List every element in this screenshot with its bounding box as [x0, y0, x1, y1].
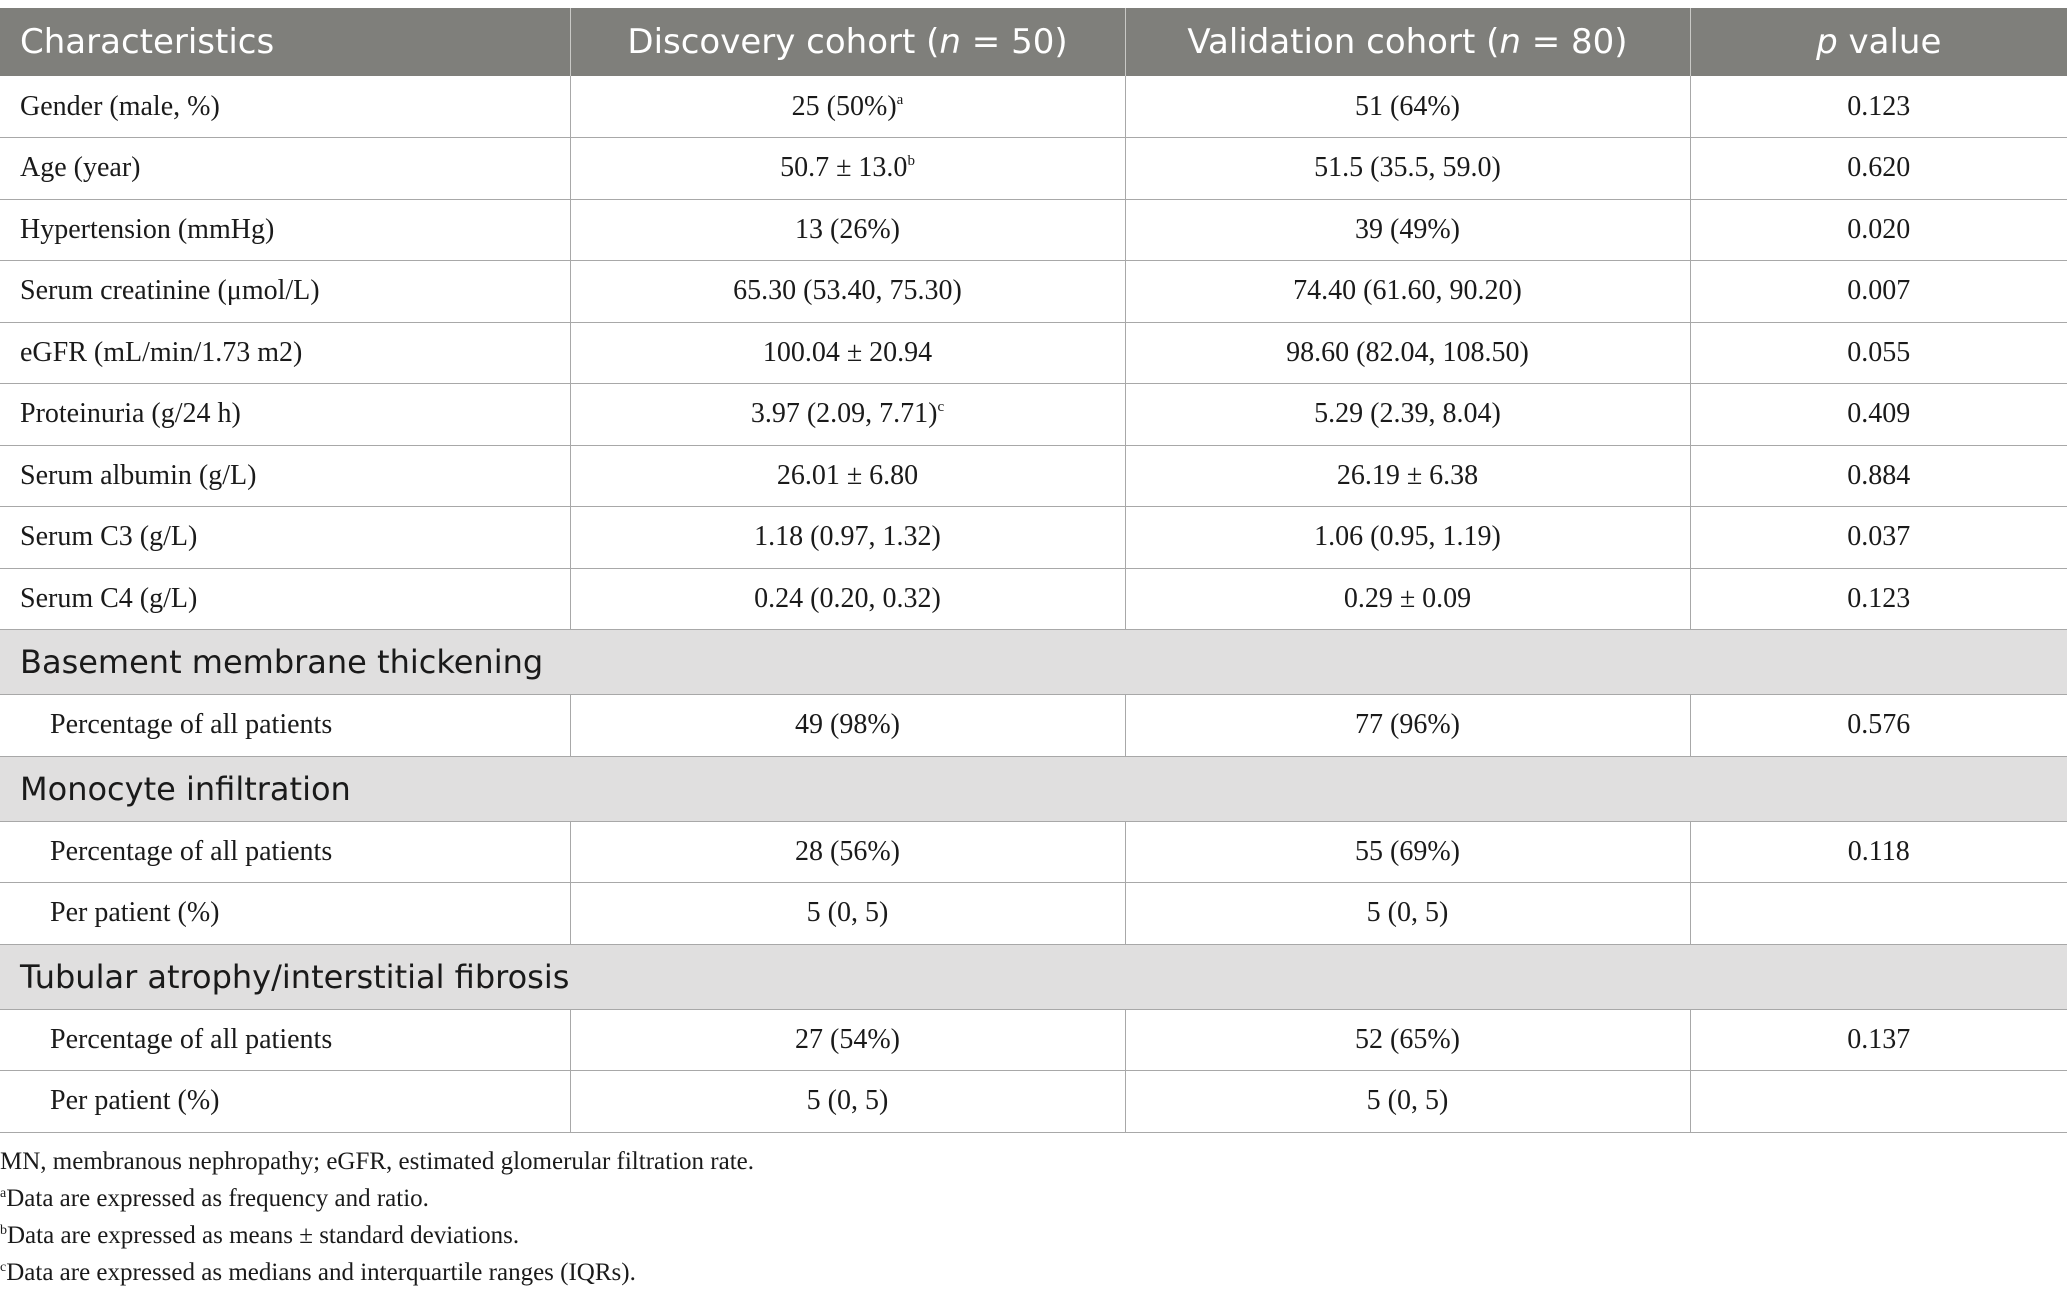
table-row	[0, 76, 2067, 138]
section-title: Tubular atrophy/interstitial fibrosis	[0, 944, 2067, 1009]
row-discovery-value-text: 27 (54%)	[795, 1023, 900, 1055]
row-validation-value	[1125, 138, 1690, 200]
table-row	[0, 1071, 2067, 1133]
row-p-value-text: 0.137	[1847, 1023, 1911, 1055]
row-validation-value-text: 51.5 (35.5, 59.0)	[1314, 152, 1501, 184]
section-header-row	[0, 944, 2067, 1009]
row-p-value	[1690, 322, 2067, 384]
row-validation-value	[1125, 883, 1690, 945]
table-row	[0, 507, 2067, 569]
row-label-text: Percentage of all patients	[50, 709, 333, 741]
row-label-text: Percentage of all patients	[50, 1023, 333, 1055]
row-discovery-value-footnote-mark: b	[907, 153, 915, 170]
row-validation-value	[1125, 568, 1690, 630]
row-discovery-value	[570, 507, 1125, 569]
row-discovery-value	[570, 445, 1125, 507]
row-p-value-text: 0.123	[1847, 582, 1911, 614]
row-discovery-value	[570, 821, 1125, 883]
table-row	[0, 199, 2067, 261]
footnote-c-mark: c	[0, 1260, 7, 1275]
footnote-abbreviations: MN, membranous nephropathy; eGFR, estimated glomerular filtration rate.	[0, 1148, 754, 1175]
row-validation-value	[1125, 76, 1690, 138]
row-p-value-text: 0.037	[1847, 521, 1911, 553]
row-label	[0, 76, 570, 138]
table-row	[0, 322, 2067, 384]
header-discovery-prefix: Discovery cohort (	[627, 22, 940, 62]
header-discovery-suffix: = 50)	[960, 22, 1068, 62]
row-label-text: eGFR (mL/min/1.73 m2)	[20, 336, 303, 368]
footnote-a-text: Data are expressed as frequency and ratio.	[6, 1185, 429, 1212]
header-p-value	[1690, 8, 2067, 76]
header-p-suffix: value	[1837, 22, 1942, 62]
header-discovery-cohort	[570, 8, 1125, 76]
row-p-value-text: 0.007	[1847, 275, 1911, 307]
row-validation-value	[1125, 445, 1690, 507]
table-header	[0, 8, 2067, 76]
table-row	[0, 445, 2067, 507]
section-header-row	[0, 630, 2067, 695]
row-label-text: Gender (male, %)	[20, 90, 220, 122]
row-discovery-value-text: 0.24 (0.20, 0.32)	[754, 582, 941, 614]
footnote-a	[0, 1180, 754, 1217]
row-discovery-value-text: 26.01 ± 6.80	[776, 459, 919, 491]
row-label	[0, 1071, 570, 1133]
row-discovery-value-text: 5 (0, 5)	[806, 1085, 889, 1117]
row-discovery-value	[570, 695, 1125, 757]
row-label	[0, 322, 570, 384]
row-p-value	[1690, 883, 2067, 945]
row-p-value-text: 0.620	[1847, 152, 1911, 184]
row-discovery-value-text: 49 (98%)	[795, 709, 900, 741]
row-label-text: Serum C3 (g/L)	[20, 521, 198, 553]
row-validation-value-text: 52 (65%)	[1355, 1023, 1460, 1055]
row-discovery-value-text: 28 (56%)	[795, 835, 900, 867]
row-discovery-value-footnote-mark: c	[937, 399, 945, 416]
row-validation-value-text: 77 (96%)	[1355, 709, 1460, 741]
header-discovery-n: n	[939, 22, 961, 62]
row-validation-value-text: 5 (0, 5)	[1366, 897, 1449, 929]
row-label-text: Serum C4 (g/L)	[20, 582, 198, 614]
row-label	[0, 261, 570, 323]
row-label	[0, 445, 570, 507]
row-label-text: Percentage of all patients	[50, 835, 333, 867]
row-label	[0, 384, 570, 446]
row-validation-value-text: 55 (69%)	[1355, 835, 1460, 867]
row-validation-value-text: 0.29 ± 0.09	[1343, 582, 1472, 614]
header-validation-prefix: Validation cohort (	[1187, 22, 1500, 62]
row-label	[0, 821, 570, 883]
section-title: Monocyte infiltration	[0, 756, 2067, 821]
row-discovery-value	[570, 322, 1125, 384]
row-label	[0, 1009, 570, 1071]
row-label-text: Age (year)	[20, 152, 141, 184]
row-discovery-value-text: 100.04 ± 20.94	[762, 336, 933, 368]
row-discovery-value	[570, 1009, 1125, 1071]
row-label-text: Per patient (%)	[50, 897, 220, 929]
row-discovery-value	[570, 384, 1125, 446]
row-label	[0, 568, 570, 630]
row-validation-value-text: 26.19 ± 6.38	[1336, 459, 1479, 491]
row-discovery-value	[570, 568, 1125, 630]
row-p-value	[1690, 261, 2067, 323]
footnote-b	[0, 1217, 754, 1254]
row-p-value	[1690, 199, 2067, 261]
header-characteristics-text: Characteristics	[20, 22, 275, 62]
row-p-value	[1690, 138, 2067, 200]
row-p-value	[1690, 1009, 2067, 1071]
section-header-row	[0, 756, 2067, 821]
row-p-value-text: 0.576	[1847, 709, 1911, 741]
row-validation-value-text: 74.40 (61.60, 90.20)	[1293, 275, 1522, 307]
row-p-value-text: 0.020	[1847, 213, 1911, 245]
row-p-value	[1690, 695, 2067, 757]
header-p-var: p	[1816, 22, 1838, 62]
row-discovery-value-text: 50.7 ± 13.0	[780, 152, 908, 184]
table-body	[0, 76, 2067, 1132]
row-discovery-value	[570, 138, 1125, 200]
row-discovery-value-footnote-mark: a	[896, 91, 904, 108]
row-p-value	[1690, 568, 2067, 630]
row-discovery-value-text: 1.18 (0.97, 1.32)	[754, 521, 941, 553]
row-label	[0, 883, 570, 945]
row-validation-value-text: 1.06 (0.95, 1.19)	[1314, 521, 1501, 553]
row-discovery-value-text: 25 (50%)	[791, 90, 897, 122]
row-p-value	[1690, 507, 2067, 569]
row-validation-value-text: 98.60 (82.04, 108.50)	[1286, 336, 1529, 368]
row-label-text: Proteinuria (g/24 h)	[20, 398, 241, 430]
footnote-b-mark: b	[0, 1223, 7, 1238]
row-p-value-text: 0.055	[1847, 336, 1911, 368]
table-footnotes	[0, 1143, 754, 1291]
row-validation-value-text: 51 (64%)	[1355, 90, 1460, 122]
row-discovery-value-text: 13 (26%)	[795, 213, 900, 245]
row-validation-value-text: 39 (49%)	[1355, 213, 1460, 245]
row-label	[0, 507, 570, 569]
footnote-c-text: Data are expressed as medians and interquartile ranges (IQRs).	[6, 1259, 636, 1286]
row-label-text: Hypertension (mmHg)	[20, 213, 275, 245]
row-discovery-value	[570, 883, 1125, 945]
header-characteristics	[0, 8, 570, 76]
row-p-value-text: 0.118	[1847, 835, 1910, 867]
row-p-value	[1690, 821, 2067, 883]
row-label-text: Serum creatinine (μmol/L)	[20, 275, 320, 307]
table-row	[0, 261, 2067, 323]
table-row	[0, 1009, 2067, 1071]
row-label-text: Per patient (%)	[50, 1085, 220, 1117]
row-validation-value	[1125, 199, 1690, 261]
header-validation-suffix: = 80)	[1520, 22, 1628, 62]
row-validation-value-text: 5.29 (2.39, 8.04)	[1314, 398, 1501, 430]
row-validation-value	[1125, 384, 1690, 446]
footnote-a-mark: a	[0, 1186, 7, 1201]
row-validation-value	[1125, 322, 1690, 384]
table-row	[0, 568, 2067, 630]
footnote-c	[0, 1254, 754, 1291]
row-discovery-value	[570, 76, 1125, 138]
row-discovery-value-text: 3.97 (2.09, 7.71)	[750, 398, 938, 430]
row-p-value-text: 0.123	[1847, 90, 1911, 122]
row-validation-value	[1125, 821, 1690, 883]
row-discovery-value-text: 65.30 (53.40, 75.30)	[733, 275, 962, 307]
row-p-value	[1690, 445, 2067, 507]
row-label	[0, 695, 570, 757]
row-discovery-value	[570, 199, 1125, 261]
row-p-value	[1690, 384, 2067, 446]
row-label	[0, 138, 570, 200]
table-container	[0, 8, 2067, 1133]
row-p-value-text: 0.409	[1847, 398, 1911, 430]
header-validation-n: n	[1499, 22, 1521, 62]
row-p-value-text: 0.884	[1847, 459, 1911, 491]
row-discovery-value-text: 5 (0, 5)	[806, 897, 889, 929]
table-row	[0, 695, 2067, 757]
row-validation-value	[1125, 1009, 1690, 1071]
row-p-value	[1690, 1071, 2067, 1133]
row-label-text: Serum albumin (g/L)	[20, 459, 257, 491]
row-validation-value	[1125, 1071, 1690, 1133]
section-title: Basement membrane thickening	[0, 630, 2067, 695]
header-validation-cohort	[1125, 8, 1690, 76]
row-discovery-value	[570, 1071, 1125, 1133]
table-row	[0, 883, 2067, 945]
row-label	[0, 199, 570, 261]
row-validation-value-text: 5 (0, 5)	[1366, 1085, 1449, 1117]
row-validation-value	[1125, 261, 1690, 323]
row-validation-value	[1125, 695, 1690, 757]
table-row	[0, 821, 2067, 883]
table-row	[0, 384, 2067, 446]
table-row	[0, 138, 2067, 200]
characteristics-table	[0, 8, 2067, 1133]
footnote-b-text: Data are expressed as means ± standard deviations.	[7, 1222, 520, 1249]
row-discovery-value	[570, 261, 1125, 323]
row-validation-value	[1125, 507, 1690, 569]
header-row	[0, 8, 2067, 76]
row-p-value	[1690, 76, 2067, 138]
